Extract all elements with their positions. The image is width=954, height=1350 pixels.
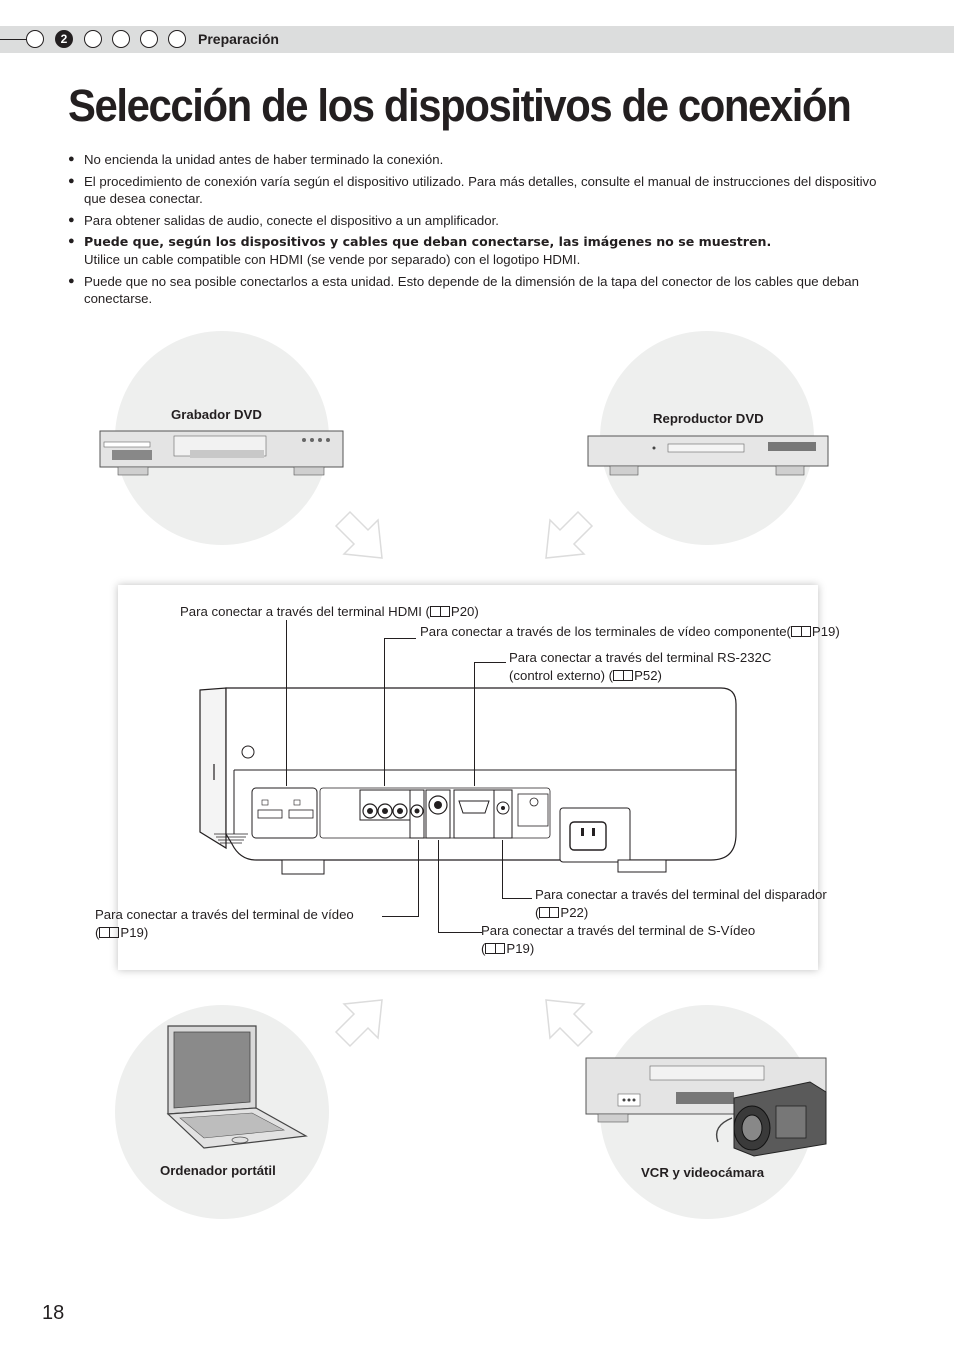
- leader-trigger: [502, 840, 503, 898]
- callout-video: [95, 906, 354, 942]
- callout-component: [420, 623, 840, 641]
- manual-book-icon: [539, 907, 559, 918]
- leader-video-h: [382, 916, 419, 917]
- leader-trigger-h: [502, 898, 532, 899]
- manual-book-icon: [791, 626, 811, 637]
- note-item-warning: [68, 233, 898, 268]
- leader-component: [384, 638, 385, 786]
- callout-component-text: Para conectar a través de los terminales de vídeo componente(: [420, 624, 791, 639]
- dvd-player-illustration: [586, 434, 830, 478]
- arrow-up-right-icon: [332, 992, 390, 1050]
- vcr-camcorder-illustration: [584, 1056, 828, 1160]
- warning-bold-text: Puede que, según los dispositivos y cables que deban conectarse, las imágenes no se muestren.: [84, 234, 772, 250]
- note-item: ● El procedimiento de conexión varía según el dispositivo utilizado. Para más detalles, consulte el manual de instrucciones del dispositivo que desea conectar.: [68, 173, 898, 208]
- callout-rs232c-text: Para conectar a través del terminal RS-232C: [509, 650, 772, 665]
- step-indicator-5: [140, 30, 158, 48]
- projector-rear-panel-illustration: [196, 684, 741, 880]
- callout-trigger: [535, 886, 827, 922]
- notes-list: [68, 151, 898, 312]
- callout-trigger-text-2: (: [535, 905, 540, 920]
- leader-video: [418, 840, 419, 916]
- callout-svideo-text-2: (: [481, 941, 486, 956]
- manual-book-icon: [430, 606, 450, 617]
- step-indicator-3: [84, 30, 102, 48]
- arrow-down-left-icon: [538, 508, 596, 566]
- manual-book-icon: [99, 927, 119, 938]
- page-number: 18: [42, 1302, 65, 1324]
- leader-rs232c: [474, 662, 475, 786]
- callout-svideo-ref: P19): [506, 941, 535, 956]
- callout-svideo: [481, 922, 755, 958]
- callout-trigger-ref: P22): [560, 905, 589, 920]
- manual-book-icon: [613, 670, 633, 681]
- callout-hdmi-text: Para conectar a través del terminal HDMI (: [180, 604, 430, 619]
- callout-hdmi: [180, 603, 479, 621]
- laptop-label: Ordenador portátil: [160, 1163, 276, 1178]
- step-indicator-6: [168, 30, 186, 48]
- callout-video-text: Para conectar a través del terminal de vídeo: [95, 907, 354, 922]
- section-label: Preparación: [198, 31, 279, 47]
- step-indicator-1: [26, 30, 44, 48]
- dvd-recorder-illustration: [98, 428, 346, 478]
- laptop-illustration: [160, 1022, 310, 1150]
- leader-component-h: [384, 638, 416, 639]
- step-indicator-2-active: 2: [55, 30, 73, 48]
- callout-rs232c: [509, 649, 771, 685]
- step-indicator-4: [112, 30, 130, 48]
- leader-svideo: [438, 840, 439, 932]
- callout-component-ref: P19): [811, 624, 840, 639]
- leader-svideo-h: [438, 932, 482, 933]
- note-item: ● Puede que no sea posible conectarlos a esta unidad. Esto depende de la dimensión de la tapa del conector de los cables que deban conectarse.: [68, 273, 898, 308]
- leader-rs232c-h: [474, 662, 506, 663]
- note-item: ● Para obtener salidas de audio, conecte el dispositivo a un amplificador.: [68, 212, 898, 230]
- note-item: ● No encienda la unidad antes de haber terminado la conexión.: [68, 151, 898, 169]
- callout-video-ref: P19): [120, 925, 149, 940]
- arrow-up-left-icon: [538, 992, 596, 1050]
- callout-svideo-text: Para conectar a través del terminal de S-Vídeo: [481, 923, 756, 938]
- manual-book-icon: [485, 943, 505, 954]
- callout-video-text-2: (: [95, 925, 100, 940]
- vcr-camcorder-label: VCR y videocámara: [641, 1165, 765, 1180]
- callout-rs232c-text-2: (control externo) (: [509, 668, 614, 683]
- arrow-down-right-icon: [332, 508, 390, 566]
- callout-trigger-text: Para conectar a través del terminal del disparador: [535, 887, 827, 902]
- dvd-player-label: Reproductor DVD: [653, 411, 764, 426]
- callout-hdmi-ref: P20): [450, 604, 479, 619]
- dvd-recorder-label: Grabador DVD: [171, 407, 262, 422]
- callout-rs232c-ref: P52): [634, 668, 662, 683]
- page-title: Selección de los dispositivos de conexión: [68, 80, 851, 131]
- leader-hdmi: [286, 620, 287, 786]
- warning-normal-text: Utilice un cable compatible con HDMI (se vende por separado) con el logotipo HDMI.: [84, 251, 581, 267]
